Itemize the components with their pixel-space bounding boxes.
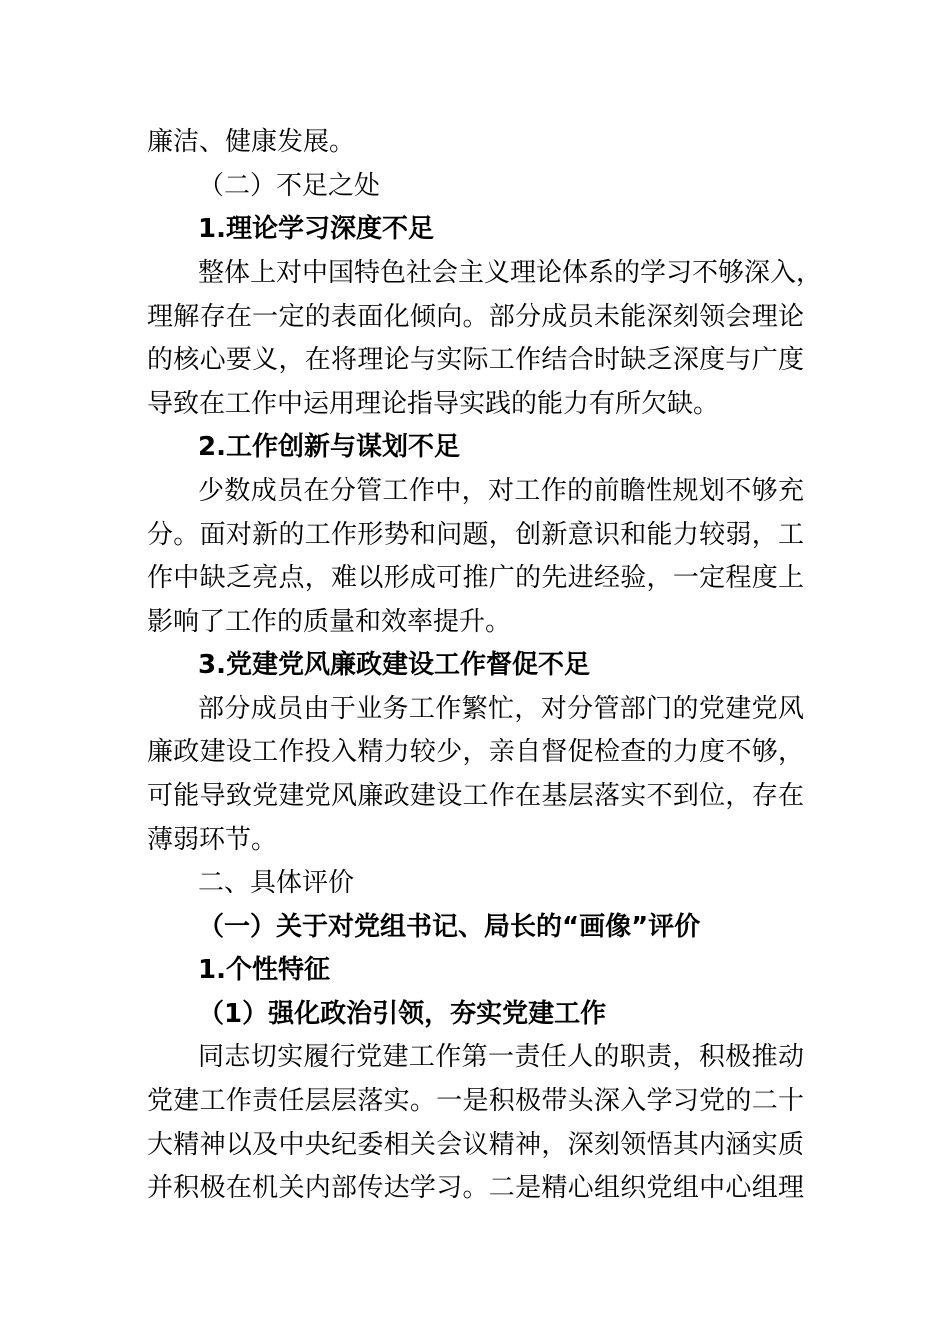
paragraph-line: 的核心要义，在将理论与实际工作结合时缺乏深度与广度 <box>147 345 804 375</box>
paragraph-line: 分。面对新的工作形势和问题，创新意识和能力较弱，工 <box>147 520 804 550</box>
paragraph-line: 整体上对中国特色社会主义理论体系的学习不够深入， <box>198 258 823 288</box>
paragraph-line: 导致在工作中运用理论指导实践的能力有所欠缺。 <box>147 389 720 419</box>
paragraph-line: 并积极在机关内部传达学习。二是精心组织党组中心组理 <box>147 1173 804 1203</box>
paragraph-line: 可能导致党建党风廉政建设工作在基层落实不到位，存在 <box>147 781 804 811</box>
subsection-heading: 3.党建党风廉政建设工作督促不足 <box>198 650 590 680</box>
paragraph-line: 少数成员在分管工作中，对工作的前瞻性规划不够充 <box>198 476 804 506</box>
paragraph-line: 同志切实履行党建工作第一责任人的职责，积极推动 <box>198 1042 804 1072</box>
subsection-heading: 1.个性特征 <box>198 955 330 985</box>
section-heading: （二）不足之处 <box>198 171 381 201</box>
paragraph-line: 薄弱环节。 <box>147 825 278 855</box>
section-heading: 二、具体评价 <box>198 868 355 898</box>
paragraph-line: 党建工作责任层层落实。一是积极带头深入学习党的二十 <box>147 1086 804 1116</box>
subsection-heading: 2.工作创新与谋划不足 <box>198 432 460 462</box>
subsection-heading: （一）关于对党组书记、局长的“画像”评价 <box>198 912 701 942</box>
paragraph-line: 廉洁、健康发展。 <box>147 127 356 157</box>
paragraph-line: 部分成员由于业务工作繁忙，对分管部门的党建党风 <box>198 694 804 724</box>
paragraph-line: 影响了工作的质量和效率提升。 <box>147 607 512 637</box>
paragraph-line: 理解存在一定的表面化倾向。部分成员未能深刻领会理论 <box>147 302 804 332</box>
paragraph-line: 作中缺乏亮点，难以形成可推广的先进经验，一定程度上 <box>147 563 804 593</box>
subsection-heading: （1）强化政治引领，夯实党建工作 <box>198 999 607 1029</box>
subsection-heading: 1.理论学习深度不足 <box>198 214 434 244</box>
paragraph-line: 廉政建设工作投入精力较少，亲自督促检查的力度不够， <box>147 737 804 767</box>
paragraph-line: 大精神以及中央纪委相关会议精神，深刻领悟其内涵实质 <box>147 1130 804 1160</box>
